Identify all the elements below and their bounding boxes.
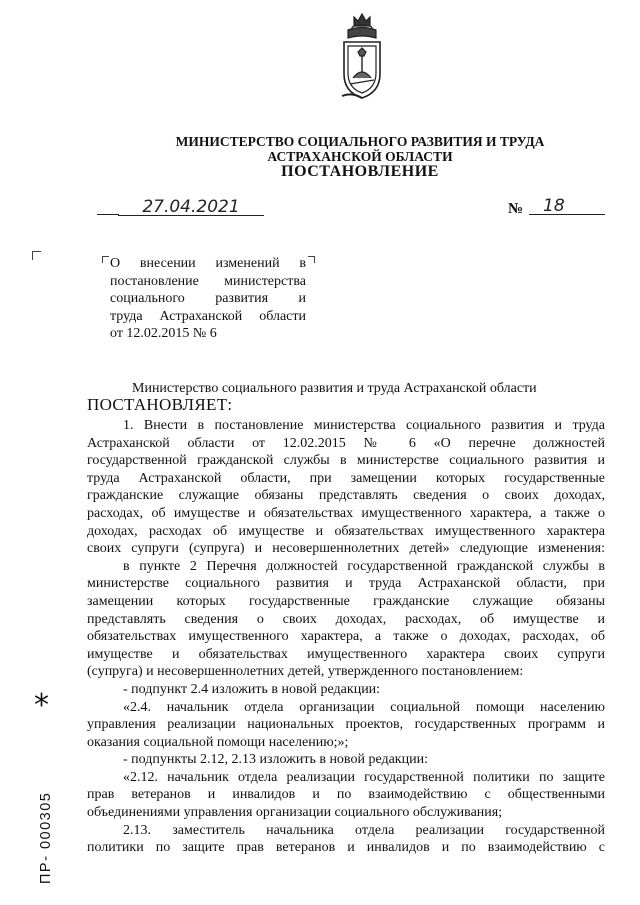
body-line: прав ветеранов и инвалидов и по взаимодействию с общественными xyxy=(87,787,605,803)
body-line: политики по защите прав ветеранов и инвалидов и по взаимодействию с xyxy=(87,840,605,856)
body-line: Астраханской области от 12.02.2015 № 6 «О перечне должностей xyxy=(87,435,605,451)
subject-line: труда Астраханской области xyxy=(110,308,306,324)
body-line: труда Астраханской области, при замещении которых государственные xyxy=(87,470,605,486)
subject-bracket-left xyxy=(102,256,109,263)
body-line: своих супруги (супруга) и несовершеннолетних детей» следующие изменения: xyxy=(87,541,605,557)
body-line: - подпункт 2.4 изложить в новой редакции: xyxy=(123,681,381,697)
body-line: министерстве социального развития и труда Астраханской области, при xyxy=(87,576,605,592)
document-number: 18 xyxy=(529,196,605,215)
ministry-title-line1: МИНИСТЕРСТВО СОЦИАЛЬНОГО РАЗВИТИЯ И ТРУДА xyxy=(175,134,545,149)
body-line: управления реализации национальных проектов, государственных программ и xyxy=(87,717,605,733)
body-line: обязательствах имущественного характера, а также о доходах, расходах, об xyxy=(87,629,605,645)
resolves-heading: ПОСТАНОВЛЯЕТ: xyxy=(87,395,233,414)
subject-line: социального развития и xyxy=(110,291,306,306)
body-line: замещении которых государственные гражданские служащие обязаны xyxy=(87,593,605,609)
body-line: 1. Внести в постановление министерства социального развития и труда xyxy=(123,418,605,433)
coat-of-arms-emblem xyxy=(336,12,388,104)
body-line: доходах, расходах об имуществе и обязательствах имущественного характера xyxy=(87,523,605,539)
ministry-title-line2: АСТРАХАНСКОЙ ОБЛАСТИ xyxy=(267,149,453,164)
subject-line: постановление министерства xyxy=(110,273,306,289)
body-line: гражданские служащие обязаны представлять сведения о своих доходах, xyxy=(87,488,605,504)
body-line: расходах, об имуществе и обязательствах имущественного характера, а также о xyxy=(87,505,605,521)
body-line: «2.12. начальник отдела реализации государственной политики по защите xyxy=(123,769,605,785)
body-line: в пункте 2 Перечня должностей государственной гражданской службы в xyxy=(123,558,605,574)
body-line: - подпункты 2.12, 2.13 изложить в новой редакции: xyxy=(123,752,428,768)
body-line: государственной гражданской службы в министерстве социального развития и xyxy=(87,453,605,469)
document-body xyxy=(87,417,605,857)
subject-line: О внесении изменений в xyxy=(110,256,306,271)
date-underline-lead xyxy=(97,214,119,215)
document-type-title: ПОСТАНОВЛЕНИЕ xyxy=(281,163,439,180)
document-date: 27.04.2021 xyxy=(118,197,264,216)
preamble-text: Министерство социального развития и труда Астраханской области xyxy=(132,381,537,396)
body-line: имуществе и обязательствах имущественного характера своих супруги xyxy=(87,646,605,662)
body-line: 2.13. заместитель начальника отдела реализации государственной xyxy=(123,822,605,838)
margin-asterisk: * xyxy=(34,688,49,723)
margin-bracket-mark xyxy=(32,251,41,260)
registration-stamp: ПР- 000305 xyxy=(38,791,54,884)
body-line: оказания социальной помощи населению;»; xyxy=(87,734,349,750)
body-line: объединениями управления организации социального обслуживания; xyxy=(87,805,503,821)
number-sign: № xyxy=(508,201,524,217)
subject-bracket-right xyxy=(308,256,315,263)
subject-line: от 12.02.2015 № 6 xyxy=(110,326,217,341)
body-line: (супруга) и несовершеннолетних детей, утвержденного постановлением: xyxy=(87,664,524,680)
body-line: «2.4. начальник отдела организации социальной помощи населению xyxy=(123,699,605,715)
body-line: представлять сведения о своих доходах, расходах, об имуществе и xyxy=(87,611,605,627)
subject-block xyxy=(110,255,306,343)
